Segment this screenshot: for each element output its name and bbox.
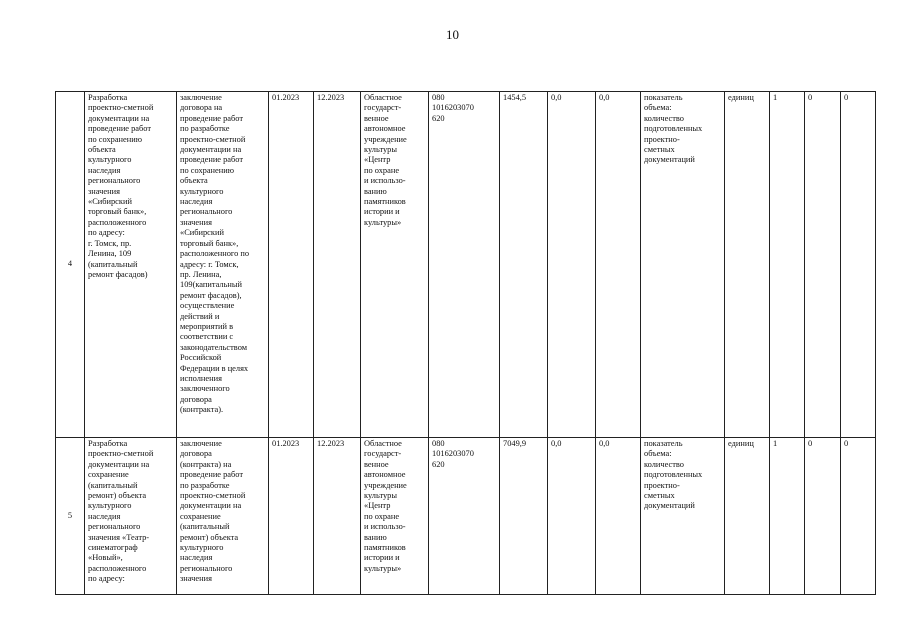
measure-basis: заключение договора (контракта) на проведение работ по разработке проектно-сметной документации на сохранение (капитальный ремонт) объекта культурного наследия регионального значения: [177, 438, 269, 595]
quantity-1: 1: [770, 438, 805, 595]
executor: Областное государст- венное автономное учреждение культуры «Центр по охране и использо- ванию памятников истории и культуры»: [361, 438, 429, 595]
measure-basis: заключение договора на проведение работ по разработке проектно-сметной документации на проведение работ по сохранению объекта культурного наследия регионального значения «Сибирский торговый банк», расположенного по адресу: г. Томск, пр. Ленина, 109(капитальный ремонт фасадов), осуществление действий и мероприятий в соответствии с законодательством Российской Федерации в целях исполнения заключенного договора (контракта).: [177, 92, 269, 438]
quantity-2: 0: [805, 438, 841, 595]
end-date: 12.2023: [314, 92, 361, 438]
quantity-3: 0: [841, 92, 876, 438]
executor: Областное государст- венное автономное учреждение культуры «Центр по охране и использо- ванию памятников истории и культуры»: [361, 92, 429, 438]
budget-code: 080 1016203070 620: [429, 92, 500, 438]
budget-code: 080 1016203070 620: [429, 438, 500, 595]
start-date: 01.2023: [269, 438, 314, 595]
page-number: 10: [446, 27, 459, 42]
indicator: показатель объема: количество подготовленных проектно- сметных документаций: [641, 92, 725, 438]
amount: 7049,9: [500, 438, 548, 595]
row-number: 5: [56, 438, 85, 595]
unit: единиц: [725, 92, 770, 438]
quantity-1: 1: [770, 92, 805, 438]
value-1: 0,0: [548, 92, 596, 438]
value-2: 0,0: [596, 438, 641, 595]
indicator: показатель объема: количество подготовленных проектно- сметных документаций: [641, 438, 725, 595]
table-row: [56, 438, 876, 595]
measure-name: Разработка проектно-сметной документации на проведение работ по сохранению объекта культурного наследия регионального значения «Сибирский торговый банк», расположенного по адресу: г. Томск, пр. Ленина, 109 (капитальный ремонт фасадов): [85, 92, 177, 438]
value-1: 0,0: [548, 438, 596, 595]
start-date: 01.2023: [269, 92, 314, 438]
unit: единиц: [725, 438, 770, 595]
measure-name: Разработка проектно-сметной документации на сохранение (капитальный ремонт) объекта культурного наследия регионального значения «Театр- синематограф «Новый», расположенного по адресу:: [85, 438, 177, 595]
row-number: 4: [56, 92, 85, 438]
value-2: 0,0: [596, 92, 641, 438]
quantity-2: 0: [805, 92, 841, 438]
end-date: 12.2023: [314, 438, 361, 595]
table-row: [56, 92, 876, 438]
amount: 1454,5: [500, 92, 548, 438]
quantity-3: 0: [841, 438, 876, 595]
measures-table: [55, 91, 876, 595]
